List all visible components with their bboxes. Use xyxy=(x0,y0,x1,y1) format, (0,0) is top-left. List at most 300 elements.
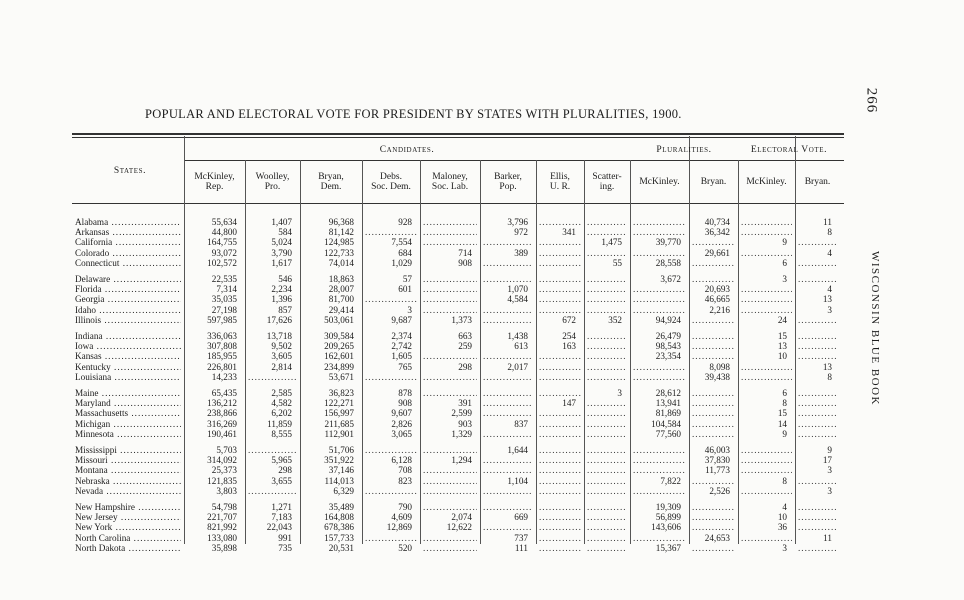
state-name: Louisiana ..... xyxy=(75,372,181,382)
vote-cell: 3 xyxy=(827,465,832,476)
leader-dots xyxy=(798,429,837,439)
vote-cell: 2,585 xyxy=(271,388,292,398)
leader-dots xyxy=(692,331,735,341)
leader-dots xyxy=(539,217,581,227)
leader-dots xyxy=(741,284,792,294)
vote-cell: 5,965 xyxy=(271,455,292,466)
state-name: Nevada ..... xyxy=(75,486,181,496)
vote-cell: 823 xyxy=(398,475,412,486)
vote-cell: 15,367 xyxy=(655,542,681,553)
column-divider xyxy=(795,136,796,544)
vote-cell: 4 xyxy=(782,502,787,512)
vote-cell: 20,531 xyxy=(328,542,354,553)
vote-cell: 36,342 xyxy=(704,227,730,238)
group-rule xyxy=(184,160,844,161)
leader-dots xyxy=(248,372,297,382)
leader-dots xyxy=(587,248,627,258)
vote-cell: 2,374 xyxy=(391,331,412,341)
vote-cell: 10 xyxy=(777,351,787,362)
leader-dots xyxy=(633,362,686,372)
vote-cell: 1,373 xyxy=(451,314,472,325)
leader-dots xyxy=(587,533,627,543)
leader-dots xyxy=(741,294,792,304)
vote-cell: 352 xyxy=(608,314,622,325)
leader-dots xyxy=(587,372,627,382)
leader-dots xyxy=(633,372,686,382)
vote-cell: 35,898 xyxy=(211,542,237,553)
leader-dots xyxy=(587,512,627,522)
vote-cell: 81,700 xyxy=(328,294,354,305)
vote-cell: 211,685 xyxy=(324,418,354,429)
vote-cell: 96,368 xyxy=(328,217,354,227)
leader-dots xyxy=(539,486,581,496)
leader-dots xyxy=(633,465,686,475)
vote-cell: 2,017 xyxy=(507,361,528,372)
leader-dots xyxy=(587,486,627,496)
vote-cell: 162,601 xyxy=(324,351,354,362)
vote-cell: 6 xyxy=(782,388,787,398)
state-name: New York ..... xyxy=(75,522,181,532)
vote-cell: 147 xyxy=(562,398,576,409)
leader-dots xyxy=(483,237,533,247)
column-divider xyxy=(689,136,690,544)
column-divider xyxy=(536,160,537,544)
state-name: Colorado ..... xyxy=(75,248,181,258)
leader-dots xyxy=(483,486,533,496)
vote-cell: 6 xyxy=(782,257,787,268)
leader-dots xyxy=(423,237,477,247)
state-name: Iowa ..... xyxy=(75,341,181,351)
leader-dots xyxy=(539,476,581,486)
leader-dots xyxy=(798,502,837,512)
vote-cell: 238,866 xyxy=(207,408,237,419)
state-name: Minnesota ..... xyxy=(75,429,181,439)
vote-cell: 77,560 xyxy=(655,428,681,439)
vote-cell: 254 xyxy=(562,331,576,341)
vote-cell: 351,922 xyxy=(324,455,354,466)
state-name: Indiana ..... xyxy=(75,331,181,341)
vote-cell: 1,438 xyxy=(507,331,528,341)
vote-cell: 3 xyxy=(827,304,832,315)
leader-dots xyxy=(692,388,735,398)
leader-dots xyxy=(587,465,627,475)
leader-dots xyxy=(798,419,837,429)
vote-cell: 13 xyxy=(822,361,832,372)
leader-dots xyxy=(798,476,837,486)
state-name: North Dakota ..... xyxy=(75,543,181,553)
leader-dots xyxy=(587,398,627,408)
state-name: Montana ..... xyxy=(75,465,181,475)
state-name: Alabama ..... xyxy=(75,217,181,227)
leader-dots xyxy=(483,315,533,325)
vote-cell: 39,438 xyxy=(704,371,730,382)
vote-cell: 314,092 xyxy=(207,455,237,466)
vote-cell: 143,606 xyxy=(651,522,681,533)
vote-cell: 737 xyxy=(514,532,528,543)
leader-dots xyxy=(423,227,477,237)
state-name: Kansas ..... xyxy=(75,351,181,361)
column-divider xyxy=(420,160,421,544)
leader-dots xyxy=(423,533,477,543)
leader-dots xyxy=(423,543,477,553)
leader-dots xyxy=(633,486,686,496)
leader-dots xyxy=(633,455,686,465)
state-name: Delaware ..... xyxy=(75,274,181,284)
vote-cell: 389 xyxy=(514,247,528,258)
vote-cell: 55 xyxy=(612,257,622,268)
vote-cell: 11,773 xyxy=(705,465,730,476)
state-name: Mississippi ..... xyxy=(75,445,181,455)
leader-dots xyxy=(587,543,627,553)
side-running-title: WISCONSIN BLUE BOOK xyxy=(869,251,881,406)
state-name: Massachusetts ..... xyxy=(75,408,181,418)
leader-dots xyxy=(539,429,581,439)
vote-cell: 28,007 xyxy=(328,284,354,295)
state-name: New Hampshire ..... xyxy=(75,502,181,512)
leader-dots xyxy=(539,533,581,543)
vote-cell: 8,555 xyxy=(271,428,292,439)
leader-dots xyxy=(692,237,735,247)
vote-cell: 114,013 xyxy=(324,475,354,486)
vote-cell: 2,216 xyxy=(709,304,730,315)
vote-cell: 1,605 xyxy=(391,351,412,362)
vote-cell: 613 xyxy=(514,341,528,352)
leader-dots xyxy=(539,248,581,258)
page-number: 266 xyxy=(863,87,880,114)
leader-dots xyxy=(539,294,581,304)
leader-dots xyxy=(539,419,581,429)
vote-cell: 391 xyxy=(458,398,472,409)
vote-cell: 94,924 xyxy=(655,314,681,325)
vote-cell: 9 xyxy=(782,237,787,248)
vote-cell: 22,535 xyxy=(211,274,237,284)
leader-dots xyxy=(798,351,837,361)
vote-cell: 111 xyxy=(514,542,528,553)
leader-dots xyxy=(692,274,735,284)
leader-dots xyxy=(798,408,837,418)
leader-dots xyxy=(741,362,792,372)
vote-cell: 2,526 xyxy=(709,485,730,496)
vote-cell: 15 xyxy=(777,331,787,341)
leader-dots xyxy=(587,227,627,237)
vote-cell: 25,373 xyxy=(211,465,237,476)
state-name: North Carolina ..... xyxy=(75,533,181,543)
leader-dots xyxy=(633,445,686,455)
vote-cell: 14,233 xyxy=(211,371,237,382)
state-name: Illinois ..... xyxy=(75,315,181,325)
vote-cell: 4 xyxy=(827,284,832,295)
leader-dots xyxy=(423,305,477,315)
column-header: McKinley, Rep. xyxy=(194,172,235,192)
state-name: Missouri ..... xyxy=(75,455,181,465)
vote-cell: 26,479 xyxy=(655,331,681,341)
leader-dots xyxy=(483,522,533,532)
column-header: McKinley. xyxy=(746,177,787,187)
electoral-vote-header: Electoral Vote. xyxy=(750,145,828,155)
vote-cell: 24 xyxy=(777,314,787,325)
vote-cell: 837 xyxy=(514,418,528,429)
leader-dots xyxy=(798,341,837,351)
vote-cell: 8 xyxy=(782,475,787,486)
leader-dots xyxy=(539,455,581,465)
vote-cell: 17 xyxy=(822,455,832,466)
vote-cell: 601 xyxy=(398,284,412,295)
vote-cell: 81,142 xyxy=(328,227,354,238)
vote-cell: 2,826 xyxy=(391,418,412,429)
leader-dots xyxy=(798,388,837,398)
leader-dots xyxy=(248,445,297,455)
leader-dots xyxy=(365,227,417,237)
vote-cell: 669 xyxy=(514,512,528,523)
vote-cell: 35,489 xyxy=(328,502,354,512)
vote-cell: 8 xyxy=(782,398,787,409)
vote-cell: 298 xyxy=(458,361,472,372)
state-name: Arkansas ..... xyxy=(75,227,181,237)
vote-cell: 234,899 xyxy=(324,361,354,372)
leader-dots xyxy=(741,217,792,227)
vote-cell: 3 xyxy=(617,388,622,398)
vote-cell: 6,128 xyxy=(391,455,412,466)
vote-cell: 2,234 xyxy=(271,284,292,295)
leader-dots xyxy=(483,398,533,408)
vote-cell: 298 xyxy=(278,465,292,476)
leader-dots xyxy=(483,372,533,382)
leader-dots xyxy=(483,465,533,475)
vote-cell: 3,655 xyxy=(271,475,292,486)
leader-dots xyxy=(483,455,533,465)
leader-dots xyxy=(587,294,627,304)
vote-cell: 98,543 xyxy=(655,341,681,352)
vote-cell: 226,801 xyxy=(207,361,237,372)
vote-cell: 93,072 xyxy=(211,247,237,258)
vote-cell: 24,653 xyxy=(704,532,730,543)
leader-dots xyxy=(692,351,735,361)
vote-cell: 8 xyxy=(827,227,832,238)
leader-dots xyxy=(539,274,581,284)
vote-cell: 1,271 xyxy=(271,502,292,512)
vote-cell: 520 xyxy=(398,542,412,553)
leader-dots xyxy=(483,429,533,439)
leader-dots xyxy=(423,486,477,496)
vote-cell: 164,808 xyxy=(324,512,354,523)
vote-cell: 136,212 xyxy=(207,398,237,409)
vote-cell: 1,407 xyxy=(271,217,292,227)
vote-cell: 104,584 xyxy=(651,418,681,429)
vote-cell: 663 xyxy=(458,331,472,341)
state-name: Florida ..... xyxy=(75,284,181,294)
vote-cell: 1,644 xyxy=(507,445,528,455)
vote-cell: 3,796 xyxy=(507,217,528,227)
vote-cell: 584 xyxy=(278,227,292,238)
column-header: Bryan. xyxy=(804,177,831,187)
vote-cell: 11,859 xyxy=(267,418,292,429)
vote-cell: 12,869 xyxy=(386,522,412,533)
leader-dots xyxy=(587,331,627,341)
vote-cell: 678,386 xyxy=(324,522,354,533)
vote-cell: 13,941 xyxy=(655,398,681,409)
vote-cell: 336,063 xyxy=(207,331,237,341)
vote-cell: 6,202 xyxy=(271,408,292,419)
vote-cell: 908 xyxy=(398,398,412,409)
leader-dots xyxy=(423,476,477,486)
vote-cell: 156,997 xyxy=(324,408,354,419)
leader-dots xyxy=(741,445,792,455)
leader-dots xyxy=(587,217,627,227)
vote-cell: 17,626 xyxy=(266,314,292,325)
column-header: Barker, Pop. xyxy=(494,172,522,192)
leader-dots xyxy=(798,274,837,284)
leader-dots xyxy=(539,351,581,361)
vote-cell: 13 xyxy=(822,294,832,305)
leader-dots xyxy=(483,408,533,418)
vote-cell: 972 xyxy=(514,227,528,238)
vote-cell: 735 xyxy=(278,542,292,553)
vote-cell: 27,198 xyxy=(211,304,237,315)
leader-dots xyxy=(692,398,735,408)
vote-cell: 133,080 xyxy=(207,532,237,543)
vote-cell: 44,800 xyxy=(211,227,237,238)
leader-dots xyxy=(539,543,581,553)
leader-dots xyxy=(587,341,627,351)
top-rule-thin xyxy=(72,137,844,138)
vote-cell: 209,265 xyxy=(324,341,354,352)
vote-cell: 19,309 xyxy=(655,502,681,512)
leader-dots xyxy=(365,533,417,543)
leader-dots xyxy=(539,522,581,532)
vote-cell: 684 xyxy=(398,247,412,258)
leader-dots xyxy=(798,512,837,522)
vote-cell: 341 xyxy=(562,227,576,238)
leader-dots xyxy=(587,362,627,372)
leader-dots xyxy=(423,284,477,294)
column-header: Woolley, Pro. xyxy=(255,172,290,192)
leader-dots xyxy=(483,388,533,398)
vote-cell: 29,414 xyxy=(328,304,354,315)
vote-cell: 3,803 xyxy=(216,485,237,496)
vote-cell: 259 xyxy=(458,341,472,352)
vote-cell: 13 xyxy=(777,341,787,352)
leader-dots xyxy=(741,465,792,475)
vote-cell: 8,098 xyxy=(709,361,730,372)
vote-cell: 5,703 xyxy=(216,445,237,455)
leader-dots xyxy=(692,476,735,486)
vote-cell: 12,622 xyxy=(446,522,472,533)
leader-dots xyxy=(587,455,627,465)
vote-cell: 903 xyxy=(458,418,472,429)
vote-cell: 163 xyxy=(562,341,576,352)
leader-dots xyxy=(741,372,792,382)
vote-cell: 878 xyxy=(398,388,412,398)
vote-cell: 121,835 xyxy=(207,475,237,486)
leader-dots xyxy=(692,258,735,268)
leader-dots xyxy=(365,294,417,304)
leader-dots xyxy=(423,274,477,284)
vote-cell: 7,822 xyxy=(660,475,681,486)
leader-dots xyxy=(483,351,533,361)
vote-cell: 1,294 xyxy=(451,455,472,466)
state-name: Michigan ..... xyxy=(75,419,181,429)
vote-cell: 46,665 xyxy=(704,294,730,305)
leader-dots xyxy=(741,227,792,237)
leader-dots xyxy=(692,408,735,418)
leader-dots xyxy=(587,502,627,512)
state-name: Kentucky ..... xyxy=(75,362,181,372)
vote-cell: 122,271 xyxy=(324,398,354,409)
vote-cell: 9,502 xyxy=(271,341,292,352)
vote-cell: 3,790 xyxy=(271,247,292,258)
vote-cell: 81,869 xyxy=(655,408,681,419)
leader-dots xyxy=(741,248,792,258)
leader-dots xyxy=(692,419,735,429)
vote-cell: 1,475 xyxy=(601,237,622,248)
vote-cell: 790 xyxy=(398,502,412,512)
leader-dots xyxy=(423,465,477,475)
leader-dots xyxy=(587,351,627,361)
leader-dots xyxy=(365,445,417,455)
vote-cell: 56,899 xyxy=(655,512,681,523)
vote-cell: 2,074 xyxy=(451,512,472,523)
vote-cell: 28,612 xyxy=(655,388,681,398)
vote-cell: 9,607 xyxy=(391,408,412,419)
vote-cell: 316,269 xyxy=(207,418,237,429)
state-name: California ..... xyxy=(75,237,181,247)
leader-dots xyxy=(483,258,533,268)
leader-dots xyxy=(587,429,627,439)
leader-dots xyxy=(692,429,735,439)
vote-cell: 23,354 xyxy=(655,351,681,362)
vote-cell: 54,798 xyxy=(211,502,237,512)
vote-cell: 164,755 xyxy=(207,237,237,248)
leader-dots xyxy=(423,217,477,227)
vote-cell: 11 xyxy=(823,532,832,543)
leader-dots xyxy=(692,341,735,351)
vote-cell: 928 xyxy=(398,217,412,227)
leader-dots xyxy=(587,476,627,486)
leader-dots xyxy=(741,533,792,543)
vote-cell: 4,582 xyxy=(271,398,292,409)
state-name: Maine ..... xyxy=(75,388,181,398)
leader-dots xyxy=(539,362,581,372)
vote-cell: 157,733 xyxy=(324,532,354,543)
vote-cell: 3,672 xyxy=(660,274,681,284)
pluralities-header: Pluralities. xyxy=(656,145,712,155)
state-name: Connecticut ..... xyxy=(75,258,181,268)
vote-cell: 2,599 xyxy=(451,408,472,419)
vote-cell: 3 xyxy=(407,304,412,315)
leader-dots xyxy=(692,315,735,325)
vote-cell: 8 xyxy=(827,371,832,382)
leader-dots xyxy=(798,543,837,553)
vote-cell: 857 xyxy=(278,304,292,315)
vote-cell: 51,706 xyxy=(328,445,354,455)
states-header: States. xyxy=(113,166,147,176)
leader-dots xyxy=(633,227,686,237)
vote-cell: 5,024 xyxy=(271,237,292,248)
vote-cell: 11 xyxy=(823,217,832,227)
vote-cell: 37,830 xyxy=(704,455,730,466)
vote-cell: 1,029 xyxy=(391,257,412,268)
leader-dots xyxy=(633,294,686,304)
leader-dots xyxy=(798,331,837,341)
state-name: Nebraska ..... xyxy=(75,476,181,486)
leader-dots xyxy=(423,372,477,382)
state-name: Idaho ..... xyxy=(75,305,181,315)
leader-dots xyxy=(587,284,627,294)
vote-cell: 46,003 xyxy=(704,445,730,455)
leader-dots xyxy=(741,305,792,315)
vote-cell: 53,671 xyxy=(328,371,354,382)
vote-cell: 307,808 xyxy=(207,341,237,352)
